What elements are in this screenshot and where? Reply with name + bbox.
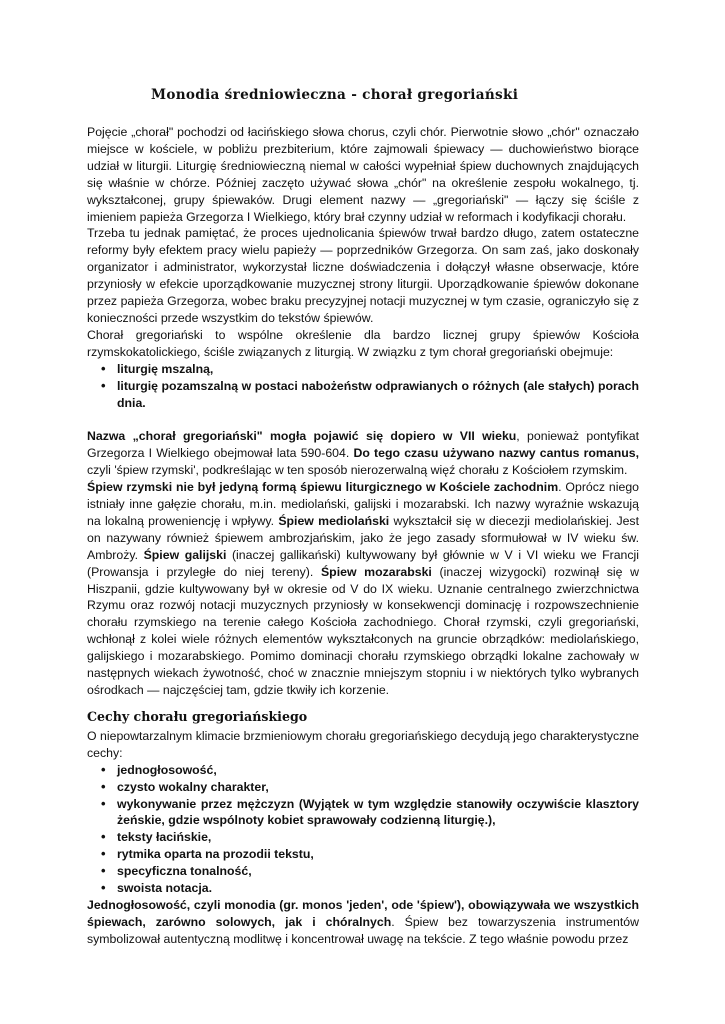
list-item: • specyficzna tonalność, <box>87 863 639 880</box>
features-list <box>87 762 639 897</box>
bold-phrase: Jednogłosowość, czyli monodia (gr. monos 'jeden', ode 'śpiew'), obowiązywała we wszystkich śpiewach, zarówno solowych, jak i chóralnych <box>87 897 639 929</box>
intro-paragraph-1: Pojęcie „chorał" pochodzi od łacińskiego słowa chorus, czyli chór. Pierwotnie słowo „chór" oznaczało miejsce w kościele, w pobliżu prezbiterium, które zajmowali śpiewacy — duchowieństwo biorące udział w liturgii. Liturgię średniowieczną niemal w całości wypełniał śpiew duchownych znajdujących się właśnie w chórze. Później zaczęto używać słowa „chór" na określenie zespołu wokalnego, tj. wykształconej, grupy śpiewaków. Drugi element nazwy — „gregoriański" — łączy się ściśle z imieniem papieża Grzegorza I Wielkiego, który brał czynny udział w reformach i kodyfikacji chorału. <box>87 125 639 224</box>
intro-paragraph-3: Chorał gregoriański to wspólne określenie dla bardzo licznej grupy śpiewów Kościoła rzymskokatolickiego, ściśle związanych z liturgią. W związku z tym chorał gregoriański obejmuje: <box>87 327 639 359</box>
paragraph-text: czyli 'śpiew rzymski', podkreślając w ten sposób nierozerwalną więź chorału z Kościołem rzymskim. <box>87 463 628 478</box>
paragraph-text: (inaczej wizygocki) rozwinął się w Hiszpanii, gdzie kultywowany był w okresie od V do IX wieku. Uznanie centralnego zwierzchnictwa Rzymu oraz rozwój notacji muzycznych przyniosły w konsekwencji dominację i rozpowszechnienie chorału rzymskiego na terenie całego Kościoła zachodniego. Chorał rzymski, czyli gregoriański, wchłonął z kolei wiele różnych elementów wykształconych na gruncie obrządków: mediolańskiego, galijskiego i mozarabskiego. Pomimo dominacji chorału rzymskiego obrządki lokalne zachowały w następnych wiekach żywotność, choć w znacznie mniejszym stopniu i w niektórych tylko wybranych ośrodkach — najczęściej tam, gdzie tkwiły ich korzenie. <box>87 564 639 697</box>
monody-paragraph <box>87 897 639 948</box>
paragraph-text: . Oprócz niego istniały inne gałęzie chorału, m.in. mediolański, galijski i mozarabski. Ich nazwy wyraźnie wskazują na lokalną proweniencję i wpływy. <box>87 480 639 528</box>
document-page <box>87 86 639 948</box>
liturgy-list <box>87 361 639 412</box>
list-item: • teksty łacińskie, <box>87 829 639 846</box>
page-title: Monodia średniowieczna - chorał gregoriański <box>151 87 519 103</box>
bold-phrase: Śpiew galijski <box>143 547 227 562</box>
list-item: • liturgię pozamszalną w postaci nabożeństw odprawianych o różnych (ale stałych) porach dnia. <box>87 378 639 412</box>
list-item: • rytmika oparta na prozodii tekstu, <box>87 846 639 863</box>
list-item: • swoista notacja. <box>87 880 639 897</box>
intro-paragraph-2: Trzeba tu jednak pamiętać, że proces ujednolicania śpiewów trwał bardzo długo, zatem ostateczne reformy były efektem pracy wielu papieży — poprzedników Grzegorza. On sam zaś, jako doskonały organizator i administrator, wykorzystał liczne doświadczenia i dołączył własne obserwacje, które przyniosły w efekcie uporządkowanie muzycznej strony liturgii. Uporządkowanie śpiewów dokonane przez papieża Grzegorza, wobec braku precyzyjnej notacji muzycznej w tym czasie, ograniczyło się z konieczności przede wszystkim do tekstów śpiewów. <box>87 226 639 325</box>
list-item: • jednogłosowość, <box>87 762 639 779</box>
name-origin-paragraph <box>87 428 639 479</box>
features-intro: O niepowtarzalnym klimacie brzmieniowym chorału gregoriańskiego decydują jego charakterystyczne cechy: <box>87 728 639 760</box>
bold-phrase: Do tego czasu używano nazwy cantus romanus, <box>353 446 639 461</box>
paragraph-text: wykształcił się w diecezji mediolańskiej. Jest on nazywany również śpiewem ambrozjańskim, jako że jego zasady sformułował w IV wieku św. Ambroży. <box>87 513 639 562</box>
bold-phrase: Nazwa „chorał gregoriański" mogła pojawić się dopiero w VII wieku <box>87 429 517 444</box>
section-heading: Cechy chorału gregoriańskiego <box>87 708 308 724</box>
list-item: • czysto wokalny charakter, <box>87 779 639 796</box>
paragraph-text: . Śpiew bez towarzyszenia instrumentów symbolizował autentyczną modlitwę i koncentrował uwagę na tekście. Z tego właśnie powodu przez <box>87 914 639 946</box>
bold-phrase: Śpiew mediolański <box>278 513 390 528</box>
bold-phrase: Śpiew rzymski nie był jedyną formą śpiewu liturgicznego w Kościele zachodnim <box>87 480 559 495</box>
list-item: • wykonywanie przez mężczyzn (Wyjątek w tym względzie stanowiły oczywiście klasztory żeńskie, gdzie wspólnoty kobiet sprawowały codzienną liturgię.), <box>87 796 639 830</box>
paragraph-text: (inaczej gallikański) kultywowany był głównie w V i VI wieku we Francji (Prowansja i przyległe do niej tereny). <box>87 547 639 579</box>
roman-chant-paragraph <box>87 479 639 699</box>
list-item: • liturgię mszalną, <box>87 361 639 378</box>
bold-phrase: Śpiew mozarabski <box>320 564 432 579</box>
paragraph-text: , ponieważ pontyfikat Grzegorza I Wielkiego obejmował lata 590-604. <box>87 429 639 461</box>
